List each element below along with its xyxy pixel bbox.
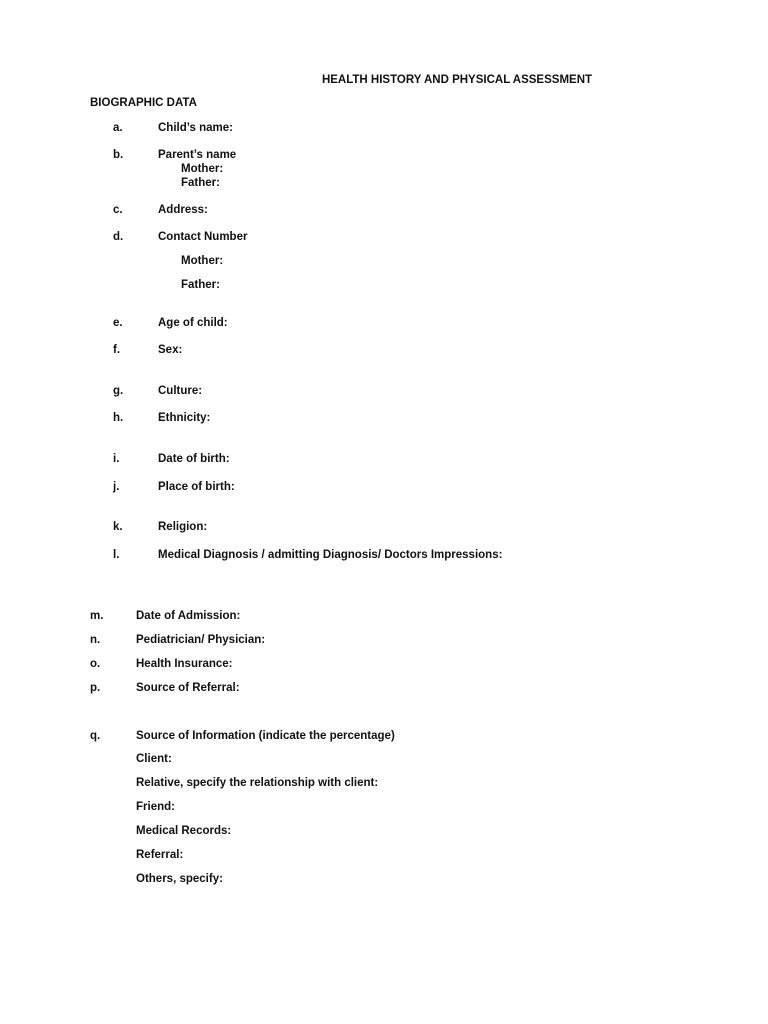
item-label-contact-number: Contact Number xyxy=(158,231,248,243)
sub-label-contact-mother: Mother: xyxy=(181,255,224,267)
item-label-culture: Culture: xyxy=(158,385,203,397)
sub-label-others-specify: Others, specify: xyxy=(136,873,223,885)
item-letter-g: g. xyxy=(113,385,124,397)
item-label-age-of-child: Age of child: xyxy=(158,317,228,329)
item-label-health-insurance: Health Insurance: xyxy=(136,658,233,670)
item-letter-e: e. xyxy=(113,317,123,329)
sub-label-friend: Friend: xyxy=(136,801,175,813)
item-letter-l: l. xyxy=(113,549,120,561)
item-letter-a: a. xyxy=(113,122,123,134)
item-label-religion: Religion: xyxy=(158,521,208,533)
sub-label-referral: Referral: xyxy=(136,849,184,861)
item-label-ethnicity: Ethnicity: xyxy=(158,412,211,424)
item-label-parents-name: Parent’s name xyxy=(158,149,237,161)
item-letter-f: f. xyxy=(113,344,121,356)
item-label-place-of-birth: Place of birth: xyxy=(158,481,235,493)
item-label-date-of-admission: Date of Admission: xyxy=(136,610,241,622)
item-letter-o: o. xyxy=(90,658,101,670)
item-letter-c: c. xyxy=(113,204,123,216)
item-label-source-of-referral: Source of Referral: xyxy=(136,682,240,694)
sub-label-relative: Relative, specify the relationship with client: xyxy=(136,777,379,789)
item-label-medical-diagnosis: Medical Diagnosis / admitting Diagnosis/ Doctors Impressions: xyxy=(158,549,503,561)
item-letter-h: h. xyxy=(113,412,124,424)
sub-label-client: Client: xyxy=(136,753,172,765)
item-label-date-of-birth: Date of birth: xyxy=(158,453,230,465)
item-letter-n: n. xyxy=(90,634,101,646)
item-letter-m: m. xyxy=(90,610,104,622)
item-letter-b: b. xyxy=(113,149,124,161)
section-heading: BIOGRAPHIC DATA xyxy=(90,97,197,109)
item-letter-k: k. xyxy=(113,521,123,533)
document-title: HEALTH HISTORY AND PHYSICAL ASSESSMENT xyxy=(321,74,593,86)
item-label-sex: Sex: xyxy=(158,344,183,356)
sub-label-parent-father: Father: xyxy=(181,177,220,189)
item-label-source-of-information: Source of Information (indicate the percentage) xyxy=(136,730,395,742)
item-label-childs-name: Child’s name: xyxy=(158,122,233,134)
sub-label-medical-records: Medical Records: xyxy=(136,825,232,837)
item-letter-j: j. xyxy=(113,481,120,493)
item-label-address: Address: xyxy=(158,204,208,216)
sub-label-parent-mother: Mother: xyxy=(181,163,224,175)
item-label-pediatrician: Pediatrician/ Physician: xyxy=(136,634,266,646)
item-letter-p: p. xyxy=(90,682,101,694)
item-letter-d: d. xyxy=(113,231,124,243)
item-letter-q: q. xyxy=(90,730,101,742)
item-letter-i: i. xyxy=(113,453,120,465)
sub-label-contact-father: Father: xyxy=(181,279,220,291)
